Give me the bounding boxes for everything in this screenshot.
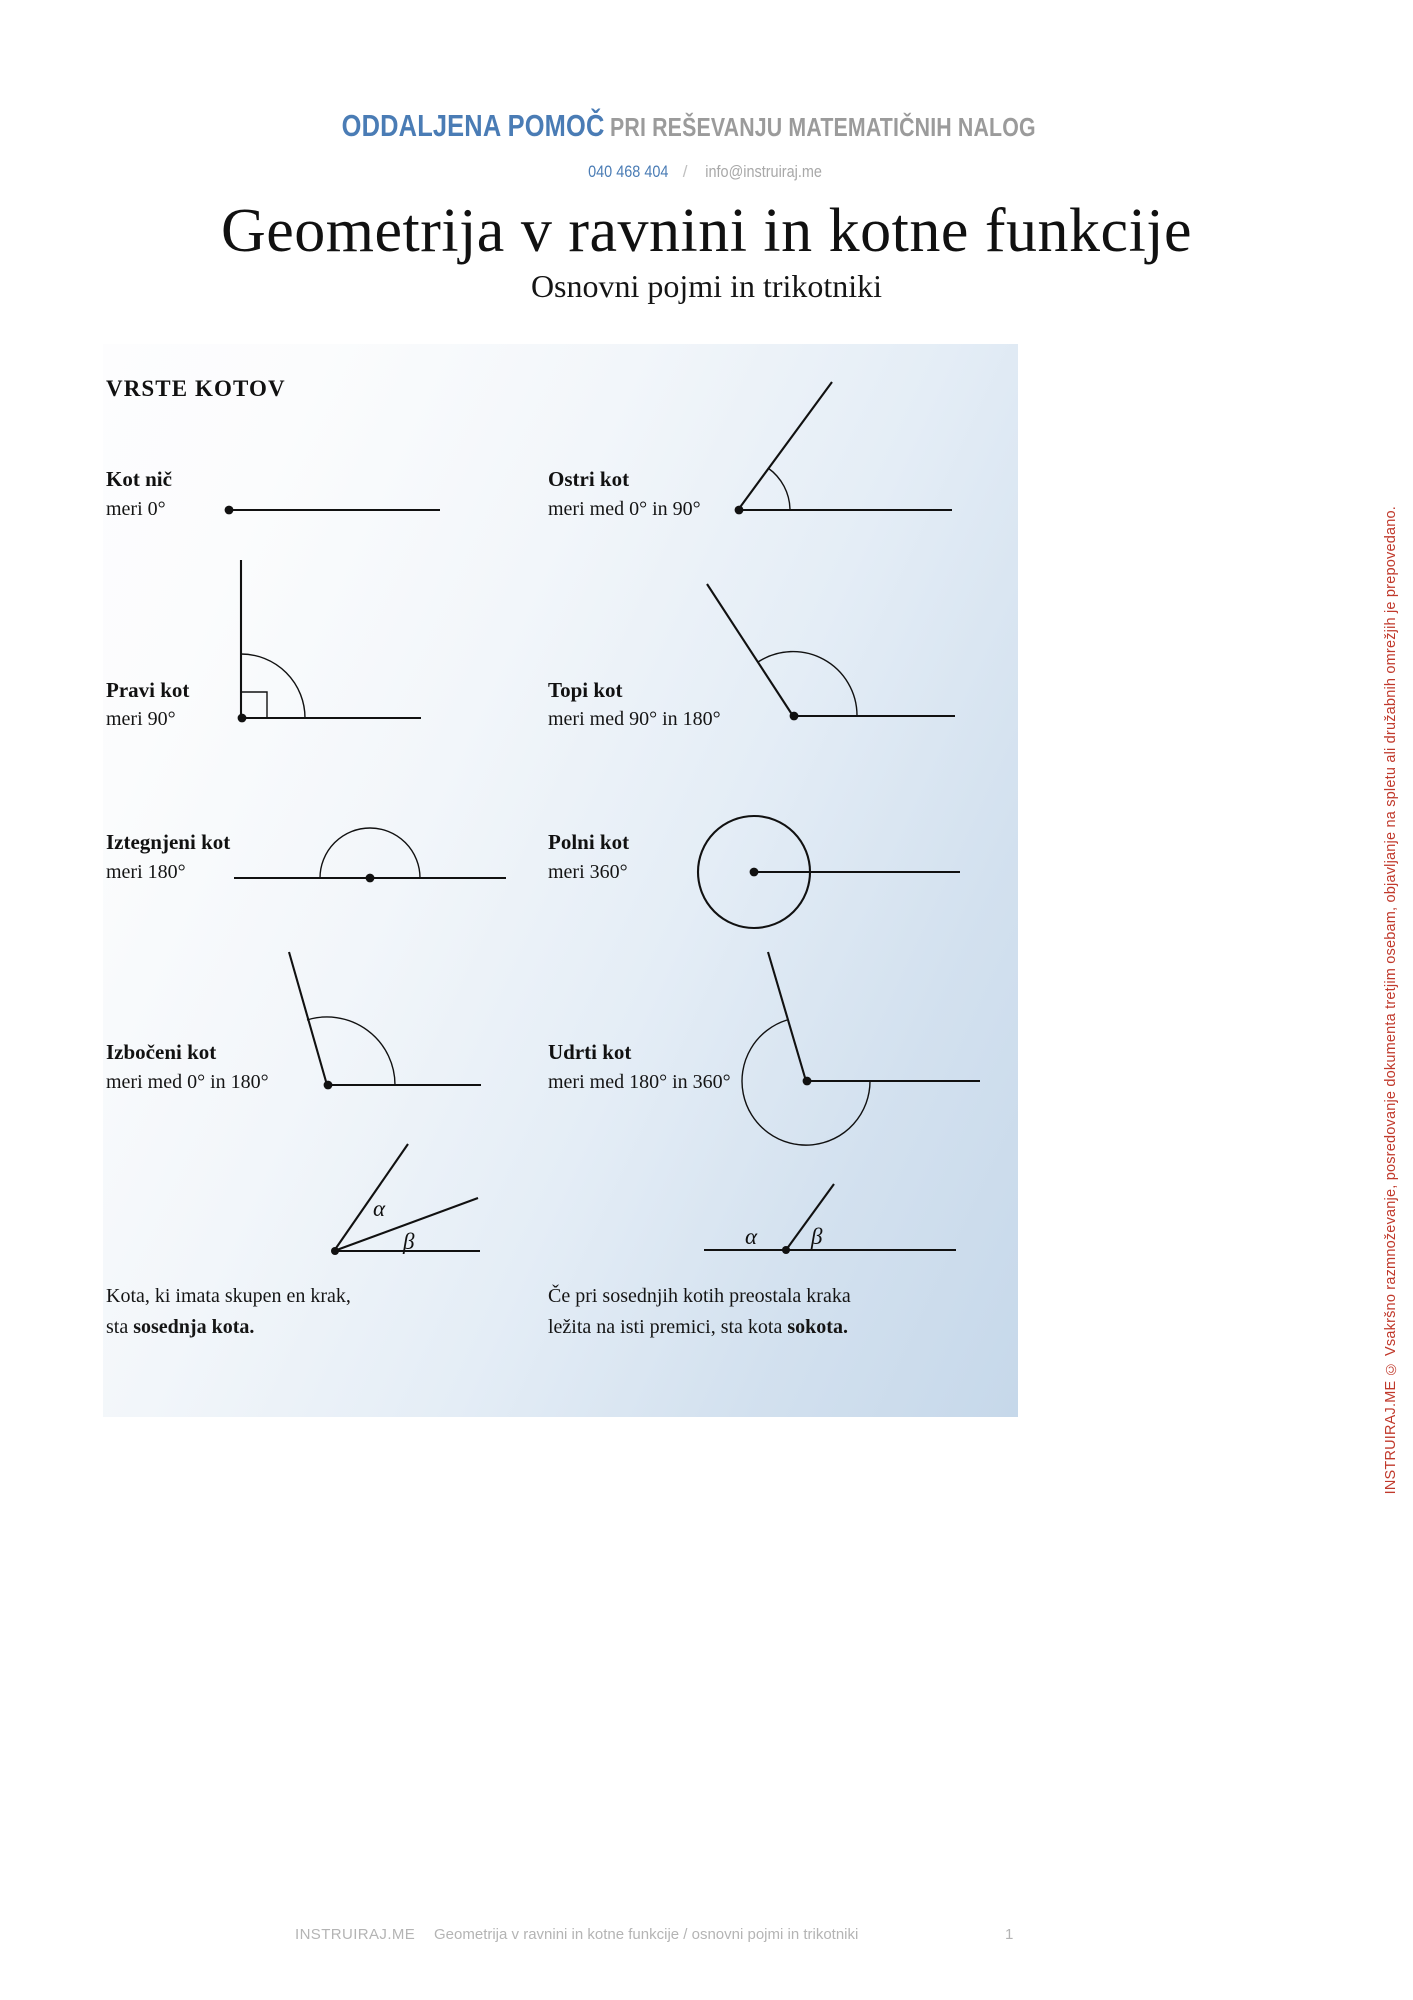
note-right-line2 (548, 1312, 848, 1343)
angle-label-izboceni-kot: Izbočeni kot (106, 1040, 217, 1064)
label-beta-right: β (811, 1224, 823, 1249)
brand-tagline: PRI REŠEVANJU MATEMATIČNIH NALOG (610, 112, 1036, 142)
figure-full-angle (698, 818, 968, 940)
page-footer (0, 1926, 1413, 1948)
angle-label-iztegnjeni-kot: Iztegnjeni kot (106, 830, 231, 854)
figure-straight-angle (228, 810, 513, 896)
contact-phone[interactable]: 040 468 404 (588, 162, 669, 181)
note-left-line1: Kota, ki imata skupen en krak, (106, 1285, 351, 1307)
angle-desc-polni-kot: meri 360° (548, 861, 628, 883)
page-title: Geometrija v ravnini in kotne funkcije (220, 197, 1193, 265)
contact-separator: / (682, 162, 688, 181)
figure-supplementary-angles (698, 1178, 963, 1260)
note-left-term: sosednja kota. (133, 1316, 255, 1338)
angle-label-udrti-kot: Udrti kot (548, 1040, 632, 1064)
angle-desc-udrti-kot: meri med 180° in 360° (548, 1071, 731, 1093)
contact-email[interactable]: info@instruiraj.me (704, 162, 822, 181)
figure-adjacent-angles (320, 1138, 520, 1263)
angle-label-pravi-kot: Pravi kot (106, 678, 190, 702)
angle-label-topi-kot: Topi kot (548, 678, 623, 702)
note-left-prefix: sta (106, 1316, 134, 1338)
label-alpha-left: α (373, 1196, 386, 1221)
footer-page-number: 1 (1005, 1926, 1014, 1943)
note-right-prefix: ležita na isti premici, sta kota (548, 1316, 788, 1338)
brand-header (0, 108, 1413, 144)
vertical-copyright (1383, 0, 1399, 2000)
figure-right-angle (233, 552, 433, 732)
angle-desc-ostri-kot: meri med 0° in 90° (548, 498, 701, 520)
angle-desc-topi-kot: meri med 90° in 180° (548, 708, 721, 730)
label-alpha-right: α (745, 1224, 758, 1249)
label-beta-left: β (403, 1229, 415, 1254)
brand-name: ODDALJENA POMOČ (341, 108, 605, 143)
figure-reflex-angle (760, 944, 985, 1104)
angle-desc-kot-nic: meri 0° (106, 498, 166, 520)
footer-brand: INSTRUIRAJ.ME (295, 1926, 416, 1943)
note-right-line1: Če pri sosednjih kotih preostala kraka (548, 1285, 851, 1307)
contact-line (0, 162, 1413, 182)
figure-zero-angle (222, 498, 447, 524)
figure-convex-angle (285, 944, 485, 1094)
angle-label-polni-kot: Polni kot (548, 830, 630, 854)
angle-label-ostri-kot: Ostri kot (548, 467, 630, 491)
note-left-line2 (106, 1312, 254, 1343)
angle-desc-pravi-kot: meri 90° (106, 708, 176, 730)
angle-label-kot-nic: Kot nič (106, 467, 172, 491)
figure-acute-angle (730, 372, 960, 522)
section-heading: VRSTE KOTOV (106, 376, 286, 401)
figure-obtuse-angle (783, 578, 968, 728)
page-subtitle: Osnovni pojmi in trikotniki (530, 268, 883, 304)
note-right-term: sokota. (787, 1316, 848, 1338)
angle-desc-izboceni-kot: meri med 0° in 180° (106, 1071, 269, 1093)
footer-title: Geometrija v ravnini in kotne funkcije / osnovni pojmi in trikotniki (434, 1926, 859, 1943)
angle-desc-iztegnjeni-kot: meri 180° (106, 861, 186, 883)
vertical-copyright-text: INSTRUIRAJ.ME © Vsakršno razmnoževanje, posredovanje dokumenta tretjim osebam, objavljanje na spletu ali družabnih omrežjih je prepovedano. (1383, 505, 1399, 1495)
